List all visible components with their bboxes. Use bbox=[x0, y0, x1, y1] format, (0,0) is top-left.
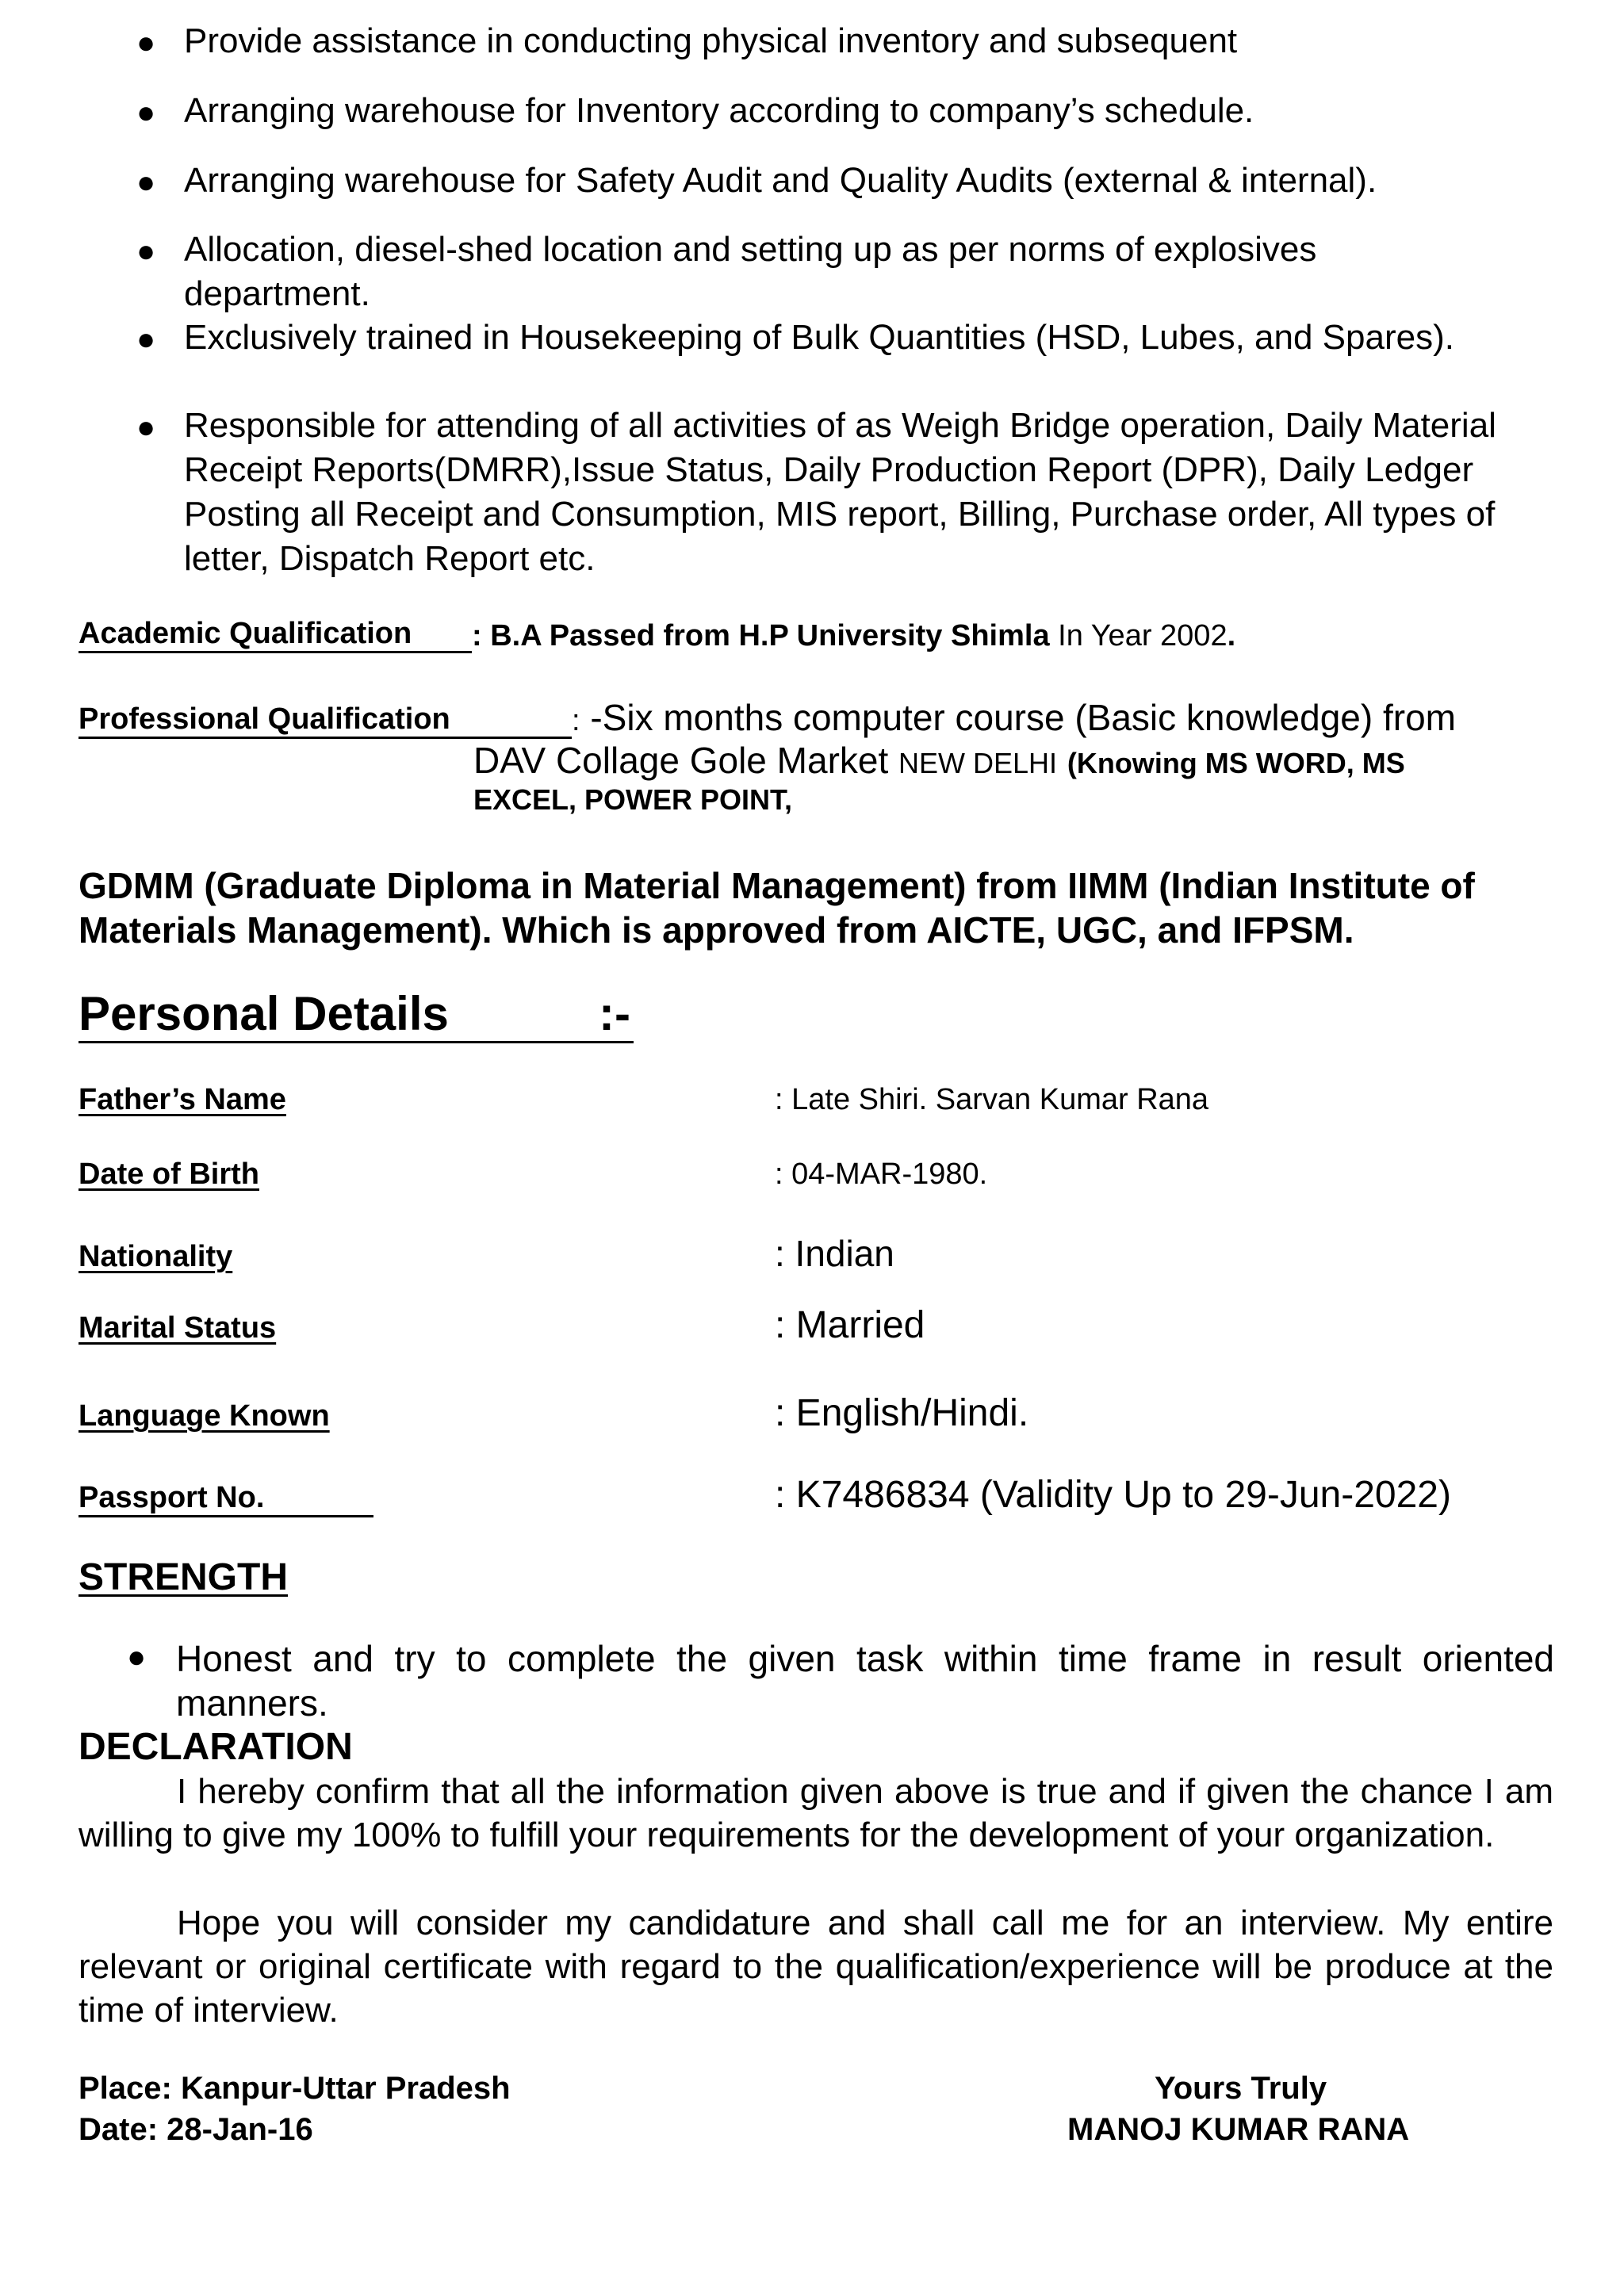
nationality-value: : Indian bbox=[775, 1233, 894, 1274]
declaration-heading: DECLARATION bbox=[79, 1726, 353, 1768]
list-item: Arranging warehouse for Safety Audit and Quality Audits (external & internal). bbox=[184, 161, 1377, 200]
language-known-value: : English/Hindi. bbox=[775, 1392, 1029, 1434]
academic-label: Academic Qualification bbox=[79, 617, 472, 653]
gdmm-line-2: Materials Management). Which is approved from AICTE, UGC, and IFPSM. bbox=[79, 909, 1354, 951]
marital-status-label: Marital Status bbox=[79, 1311, 277, 1345]
bullet-marker: ● bbox=[136, 322, 156, 357]
passport-value: : K7486834 (Validity Up to 29-Jun-2022) bbox=[775, 1474, 1451, 1516]
academic-separator: : bbox=[472, 619, 482, 652]
list-item: Responsible for attending of all activities of as Weigh Bridge operation, Daily Material Receipt Reports(DMRR),Issue Status, Daily Production Report (DPR), Daily Ledger Posting all Receipt and Consumption, MIS report, Billing, Purchase order, All types of letter, Dispatch Report etc. bbox=[184, 406, 1496, 578]
declaration-paragraph-1: I hereby confirm that all the information given above is true and if given the chance I am willing to give my 100% to fulfill your requirements for the development of your organization. bbox=[79, 1772, 1553, 1854]
personal-details-heading: Personal Details :- bbox=[79, 986, 634, 1043]
list-item: Provide assistance in conducting physical inventory and subsequent bbox=[184, 21, 1238, 60]
academic-year: In Year 2002 bbox=[1058, 619, 1228, 652]
list-item: Exclusively trained in Housekeeping of Bulk Quantities (HSD, Lubes, and Spares). bbox=[184, 318, 1454, 357]
bullet-marker: ● bbox=[136, 25, 156, 60]
list-item: Allocation, diesel-shed location and setting up as per norms of explosives department. bbox=[184, 230, 1317, 313]
gdmm-line-1: GDMM (Graduate Diploma in Material Management) from IIMM (Indian Institute of bbox=[79, 865, 1475, 906]
bullet-marker: ● bbox=[136, 410, 156, 445]
language-known-label: Language Known bbox=[79, 1399, 330, 1433]
professional-line-3: EXCEL, POWER POINT, bbox=[473, 783, 793, 816]
bullet-marker: ● bbox=[136, 165, 156, 200]
professional-course: -Six months computer course (Basic knowledge) from bbox=[590, 697, 1456, 738]
passport-label: Passport No. bbox=[79, 1481, 373, 1517]
professional-label: Professional Qualification bbox=[79, 702, 572, 739]
academic-degree: B.A Passed from H.P University Shimla bbox=[490, 619, 1050, 652]
bullet-marker: ● bbox=[136, 95, 156, 130]
list-item: Arranging warehouse for Inventory according to company’s schedule. bbox=[184, 91, 1254, 130]
bullet-marker: ● bbox=[136, 234, 156, 269]
declaration-paragraph-2: Hope you will consider my candidature and shall call me for an interview. My entire relevant or original certificate with regard to the qualification/experience will be produce at the time of interview. bbox=[79, 1904, 1553, 2030]
strength-item: Honest and try to complete the given task within time frame in result oriented manners. bbox=[176, 1638, 1554, 1724]
fathers-name-label: Father’s Name bbox=[79, 1083, 286, 1116]
professional-line-2: DAV Collage Gole Market NEW DELHI (Knowing MS WORD, MS bbox=[473, 740, 1405, 781]
fathers-name-value: : Late Shiri. Sarvan Kumar Rana bbox=[775, 1083, 1209, 1116]
bullet-marker: ● bbox=[127, 1640, 147, 1674]
nationality-label: Nationality bbox=[79, 1240, 233, 1273]
marital-status-value: : Married bbox=[775, 1304, 925, 1346]
date-text: Date: 28-Jan-16 bbox=[79, 2112, 313, 2147]
date-of-birth-value: : 04-MAR-1980. bbox=[775, 1158, 988, 1191]
date-of-birth-label: Date of Birth bbox=[79, 1158, 259, 1191]
professional-qualification: Professional Qualification : -Six months computer course (Basic knowledge) from bbox=[79, 697, 1456, 738]
signatory-name: MANOJ KUMAR RANA bbox=[1067, 2112, 1410, 2147]
closing-text: Yours Truly bbox=[1155, 2071, 1327, 2106]
academic-qualification: Academic Qualification : B.A Passed from H.P University Shimla In Year 2002. bbox=[79, 617, 1236, 652]
strength-heading: STRENGTH bbox=[79, 1556, 288, 1598]
place-text: Place: Kanpur-Uttar Pradesh bbox=[79, 2071, 511, 2106]
